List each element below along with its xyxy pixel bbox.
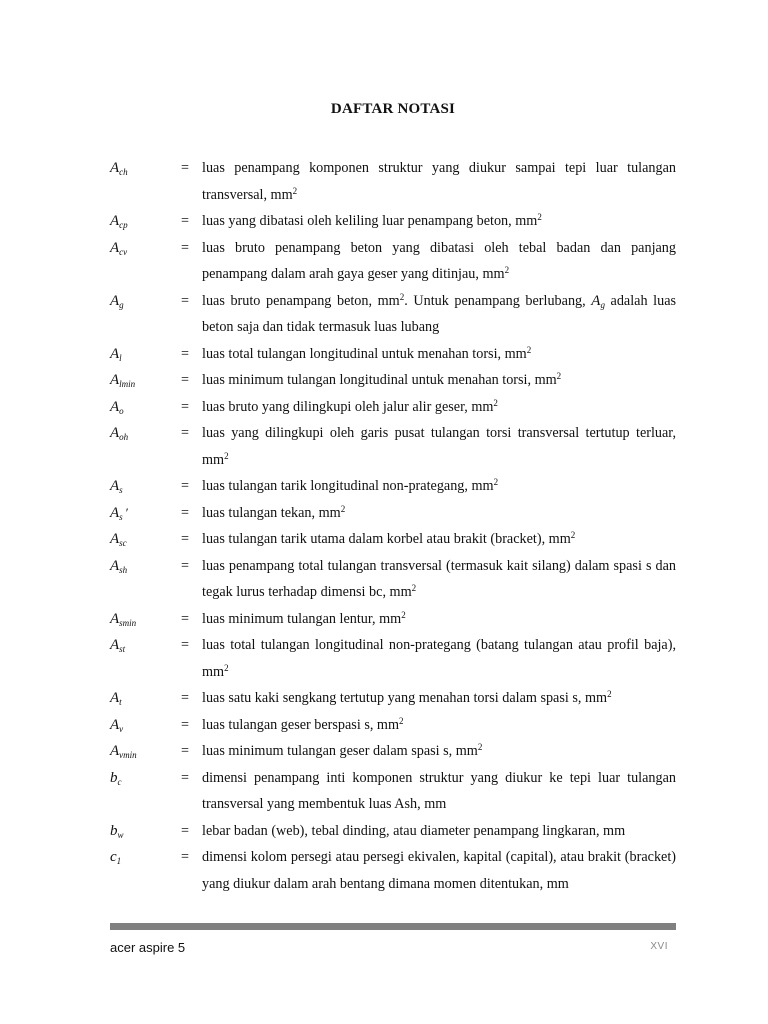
- notation-entry: [110, 526, 676, 553]
- notation-symbol: $A_{smin}$: [110, 610, 137, 628]
- equals-sign: =: [181, 610, 190, 627]
- equals-sign: =: [181, 160, 190, 176]
- notation-entry: [110, 235, 676, 288]
- notation-entry: [110, 208, 676, 235]
- equals-sign: =: [181, 531, 190, 547]
- equals-sign: =: [181, 849, 190, 865]
- notation-description: luas satu kaki sengkang tertutup yang menahan torsi dalam spasi s, $mm^2$: [202, 689, 612, 706]
- equals-sign: =: [181, 239, 190, 256]
- equals-sign: =: [181, 716, 190, 733]
- notation-symbol: $A_o$: [110, 398, 124, 416]
- footer-divider: [110, 923, 676, 930]
- notation-description: luas bruto yang dilingkupi oleh jalur alir geser, $mm^2$: [202, 397, 498, 415]
- notation-entry: [110, 712, 676, 739]
- notation-description: luas minimum tulangan longitudinal untuk menahan torsi, $mm^2$: [202, 371, 562, 388]
- notation-symbol: $A_g$: [110, 292, 124, 310]
- equals-sign: =: [181, 292, 190, 309]
- notation-entry: [110, 553, 676, 606]
- equals-sign: =: [181, 372, 190, 388]
- notation-symbol: $A_{sc}$: [110, 531, 127, 548]
- notation-entry: [110, 341, 676, 368]
- notation-symbol: $A_s$ ′: [110, 504, 129, 522]
- notation-symbol: $A_{sh}$: [110, 557, 128, 575]
- notation-description: luas minimum tulangan geser dalam spasi s, $mm^2$: [202, 742, 483, 759]
- notation-description: luas yang dilingkupi oleh garis pusat tulangan torsi transversal tertutup terluar, $mm^2$: [202, 425, 676, 468]
- notation-description: luas tulangan geser berspasi s, $mm^2$: [202, 715, 404, 733]
- notation-symbol: $A_{lmin}$: [110, 372, 136, 389]
- notation-description: luas penampang total tulangan transversal (termasuk kait silang) dalam spasi s dan tegak lurus terhadap dimensi bc, $mm^2$: [202, 557, 676, 600]
- notation-symbol: $A_{oh}$: [110, 425, 129, 442]
- notation-description: luas bruto penampang beton yang dibatasi oleh tebal badan dan panjang penampang dalam arah gaya geser yang ditinjau, $mm^2$: [202, 239, 676, 282]
- notation-entry: [110, 367, 676, 394]
- notation-description: luas yang dibatasi oleh keliling luar penampang beton, $mm^2$: [202, 212, 542, 229]
- notation-description: lebar badan (web), tebal dinding, atau diameter penampang lingkaran, mm: [202, 822, 626, 839]
- equals-sign: =: [181, 557, 190, 574]
- notation-entry: [110, 606, 676, 633]
- equals-sign: =: [181, 822, 190, 839]
- notation-entry: [110, 765, 676, 818]
- notation-symbol: $b_c$: [110, 769, 122, 787]
- notation-symbol: $A_v$: [110, 716, 124, 734]
- equals-sign: =: [181, 504, 190, 521]
- notation-description: dimensi kolom persegi atau persegi ekivalen, kapital (capital), atau brakit (bracket) yang diukur dalam arah bentang dimana momen ditentukan, mm: [202, 849, 676, 892]
- page-title: DAFTAR NOTASI: [330, 101, 456, 117]
- notation-symbol: $A_t$: [110, 690, 122, 707]
- notation-description: luas penampang komponen struktur yang diukur sampai tepi luar tulangan transversal, $mm^2$: [202, 160, 676, 203]
- notation-entry: [110, 632, 676, 685]
- notation-description: luas minimum tulangan lentur, $mm^2$: [202, 609, 406, 627]
- notation-symbol: $A_l$: [110, 345, 122, 363]
- equals-sign: =: [181, 769, 190, 786]
- notation-entry: [110, 420, 676, 473]
- notation-symbol: $A_{st}$: [110, 637, 126, 654]
- notation-entry: [110, 288, 676, 341]
- equals-sign: =: [181, 398, 190, 415]
- notation-description: luas total tulangan longitudinal non-prategang (batang tulangan atau profil baja), $mm^2$: [202, 637, 676, 680]
- notation-symbol: $b_w$: [110, 822, 124, 840]
- notation-entry: [110, 155, 676, 208]
- equals-sign: =: [181, 478, 190, 494]
- notation-entry: [110, 473, 676, 500]
- notation-entry: [110, 844, 676, 897]
- notation-entry: [110, 500, 676, 527]
- equals-sign: =: [181, 743, 190, 759]
- notation-entry: [110, 738, 676, 765]
- page-number: XVI: [650, 941, 668, 952]
- notation-symbol: $A_s$: [110, 478, 123, 495]
- notation-description: luas total tulangan longitudinal untuk menahan torsi, $mm^2$: [202, 344, 532, 362]
- equals-sign: =: [181, 637, 190, 653]
- notation-description: luas tulangan tekan, $mm^2$: [202, 503, 346, 521]
- notation-symbol: $c_1$: [110, 849, 122, 866]
- notation-description: luas bruto penampang beton, $mm^2$. Untuk penampang berlubang, $A_g$ adalah luas beton saja dan tidak termasuk luas lubang: [202, 291, 677, 335]
- notation-symbol: $A_{vmin}$: [110, 743, 137, 760]
- footer-device-label: acer aspire 5: [110, 940, 186, 955]
- notation-entry: [110, 818, 676, 845]
- notation-description: luas tulangan tarik utama dalam korbel atau brakit (bracket), $mm^2$: [202, 530, 576, 547]
- notation-description: dimensi penampang inti komponen struktur yang diukur ke tepi luar tulangan transversal yang membentuk luas Ash, mm: [202, 769, 676, 812]
- equals-sign: =: [181, 213, 190, 229]
- notation-symbol: $A_{cp}$: [110, 213, 128, 230]
- equals-sign: =: [181, 425, 190, 441]
- equals-sign: =: [181, 690, 190, 706]
- notation-entry: [110, 394, 676, 421]
- notation-list: [110, 155, 676, 897]
- equals-sign: =: [181, 345, 190, 362]
- notation-symbol: $A_{ch}$: [110, 160, 128, 177]
- notation-symbol: $A_{cv}$: [110, 239, 128, 257]
- notation-entry: [110, 685, 676, 712]
- notation-description: luas tulangan tarik longitudinal non-prategang, $mm^2$: [202, 477, 499, 494]
